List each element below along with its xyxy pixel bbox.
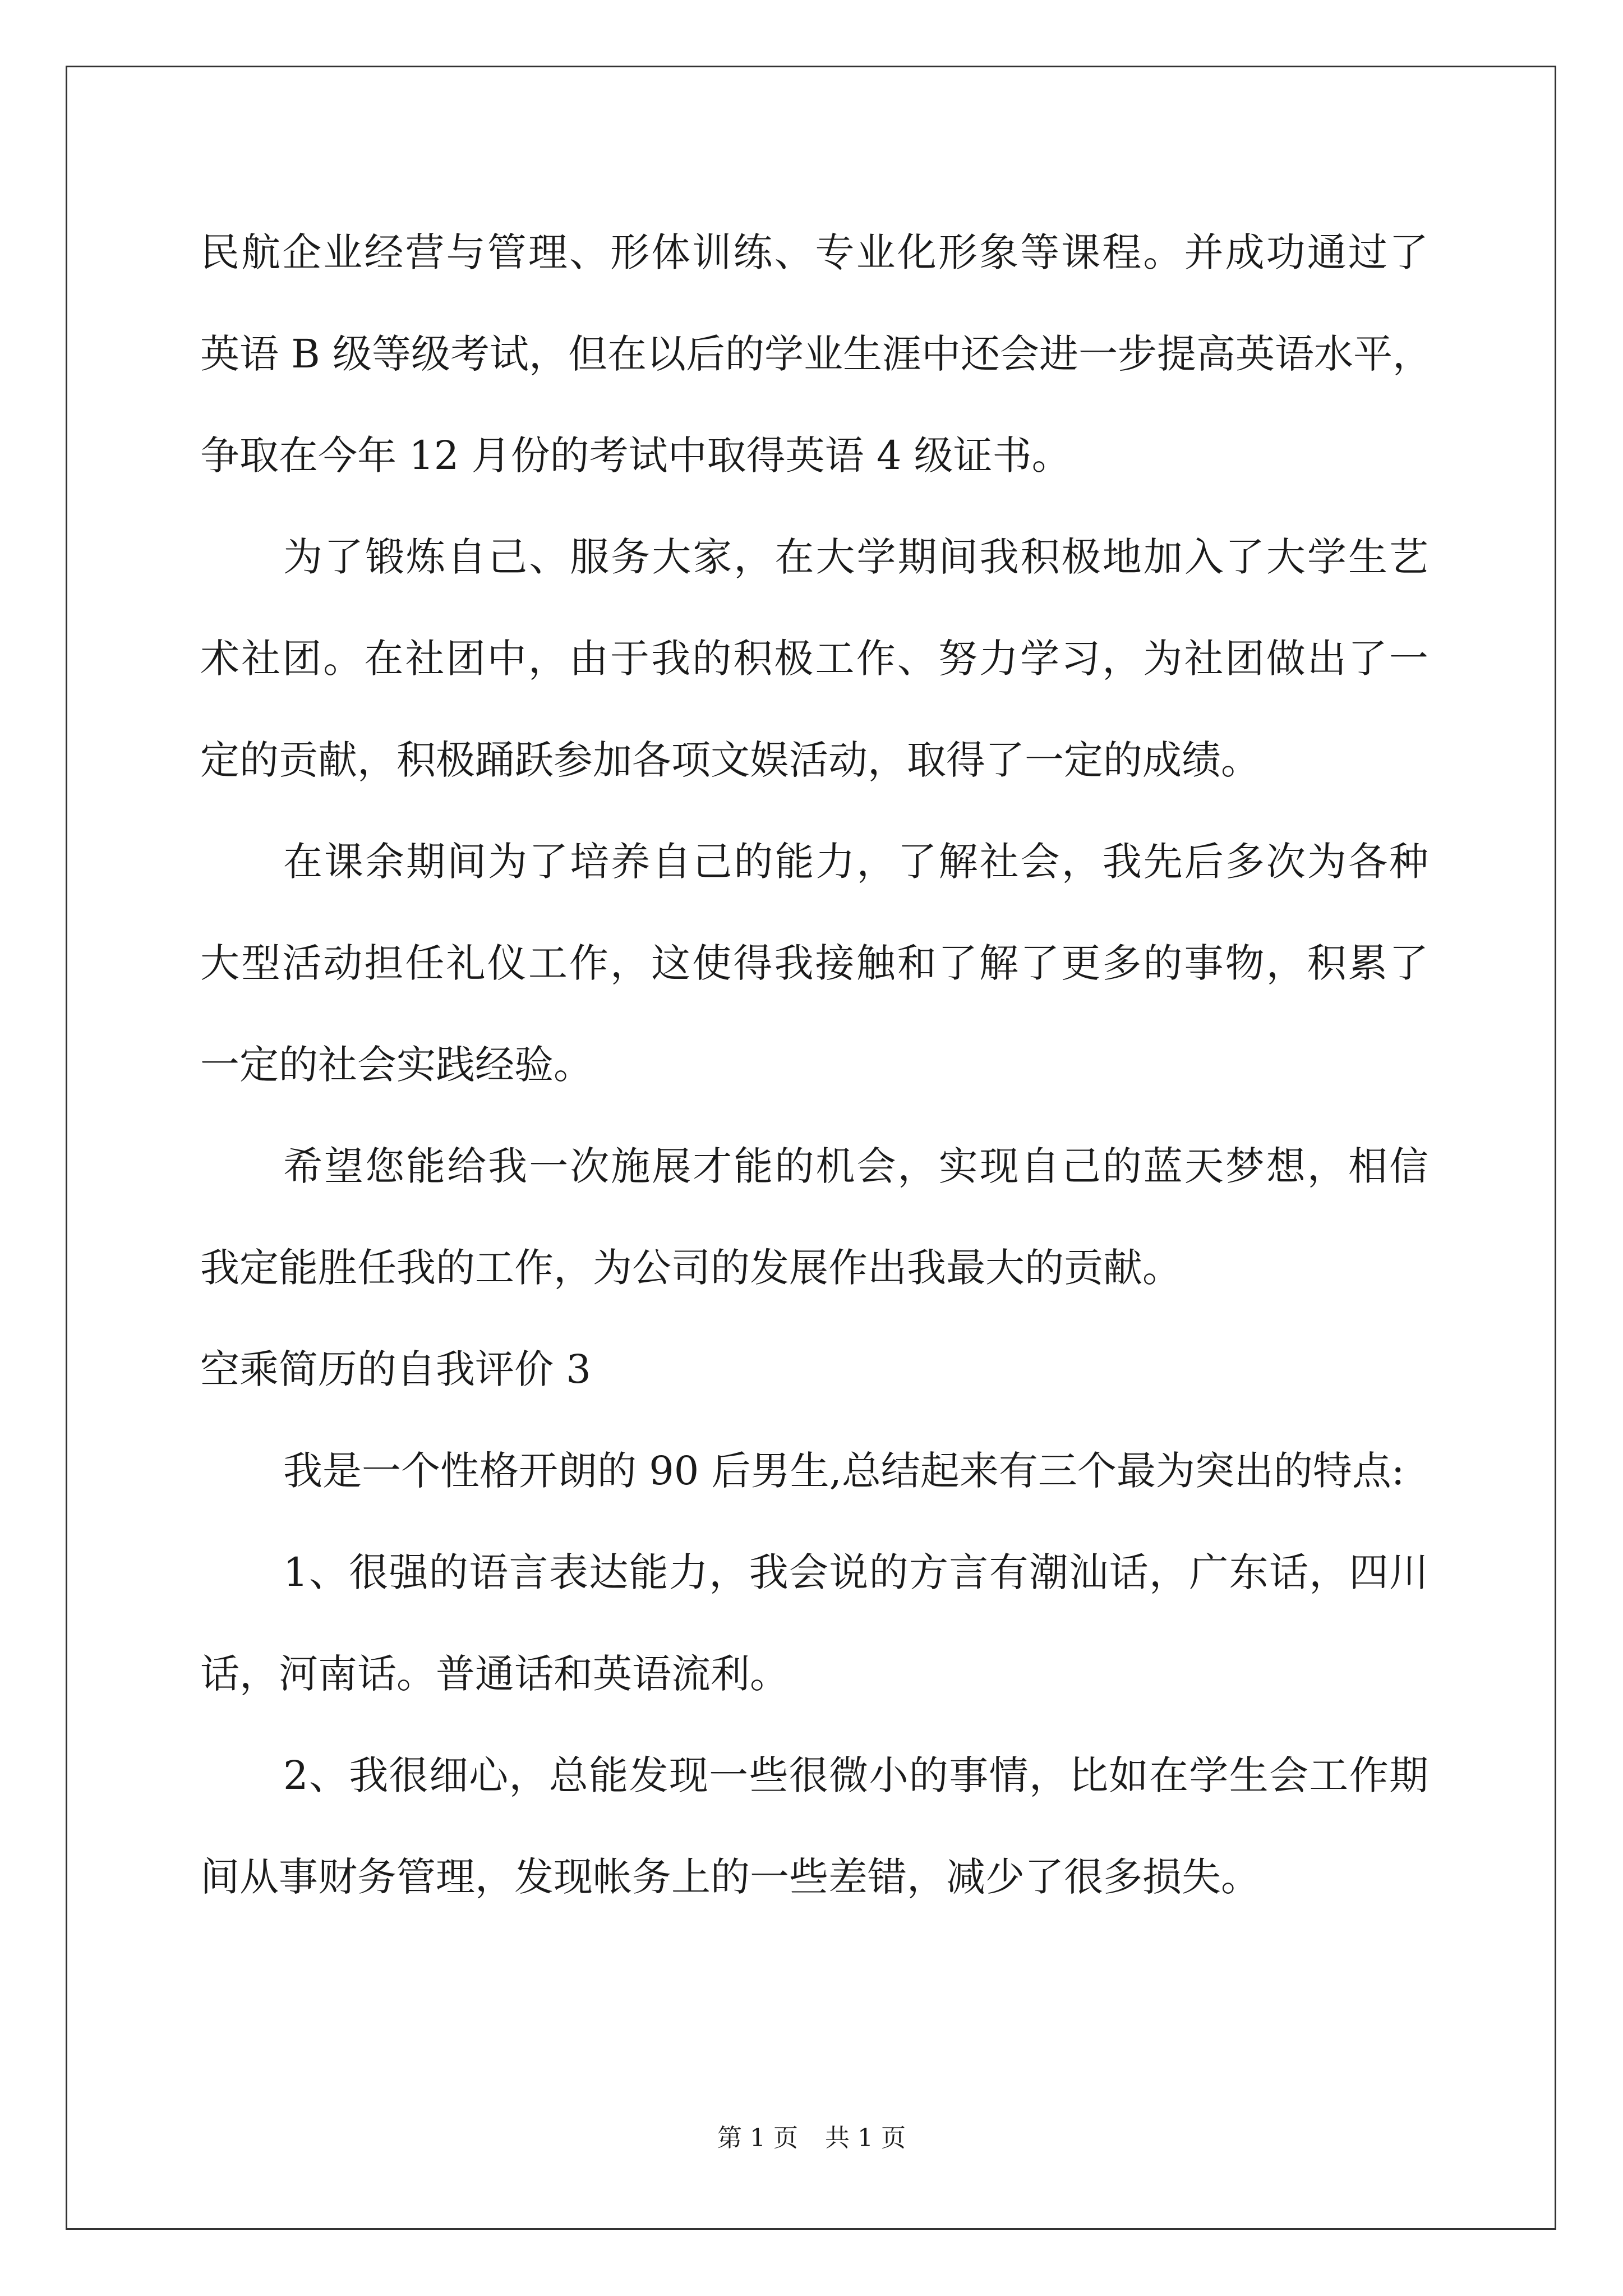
paragraph-line: 一定的社会实践经验。 <box>200 1042 593 1088</box>
page-total: 共 1 页 <box>825 2124 906 2152</box>
paragraph-line: 定的贡献，积极踊跃参加各项文娱活动，取得了一定的成绩。 <box>200 737 1260 783</box>
paragraph-line: 为了锻炼自己、服务大家，在大学期间我积极地加入了大学生艺 <box>283 534 1428 580</box>
paragraph-line: 2、我很细心，总能发现一些很微小的事情，比如在学生会工作期 <box>283 1752 1428 1798</box>
paragraph-line: 间从事财务管理，发现帐务上的一些差错，减少了很多损失。 <box>200 1854 1260 1900</box>
paragraph-line: 我定能胜任我的工作，为公司的发展作出我最大的贡献。 <box>200 1245 1182 1291</box>
paragraph-line: 争取在今年 12 月份的考试中取得英语 4 级证书。 <box>200 432 1071 478</box>
page-footer <box>0 2122 1623 2155</box>
paragraph-line: 民航企业经营与管理、形体训练、专业化形象等课程。并成功通过了 <box>200 229 1428 275</box>
paragraph-line: 1、很强的语言表达能力，我会说的方言有潮汕话，广东话，四川 <box>283 1549 1428 1595</box>
paragraph-line: 话，河南话。普通话和英语流利。 <box>200 1651 789 1697</box>
paragraph-line: 在课余期间为了培养自己的能力，了解社会，我先后多次为各种 <box>283 839 1428 885</box>
paragraph-line: 希望您能给我一次施展才能的机会，实现自己的蓝天梦想，相信 <box>283 1143 1428 1189</box>
page-number: 第 1 页 <box>717 2124 798 2152</box>
paragraph-line: 我是一个性格开朗的 90 后男生,总结起来有三个最为突出的特点: <box>283 1448 1405 1494</box>
paragraph-line: 术社团。在社团中，由于我的积极工作、努力学习，为社团做出了一 <box>200 636 1428 682</box>
section-heading: 空乘简历的自我评价 3 <box>200 1346 591 1392</box>
document-body <box>200 202 1432 1928</box>
paragraph-line: 英语 B 级等级考试，但在以后的学业生涯中还会进一步提高英语水平， <box>200 331 1432 377</box>
paragraph-line: 大型活动担任礼仪工作，这使得我接触和了解了更多的事物，积累了 <box>200 940 1428 986</box>
